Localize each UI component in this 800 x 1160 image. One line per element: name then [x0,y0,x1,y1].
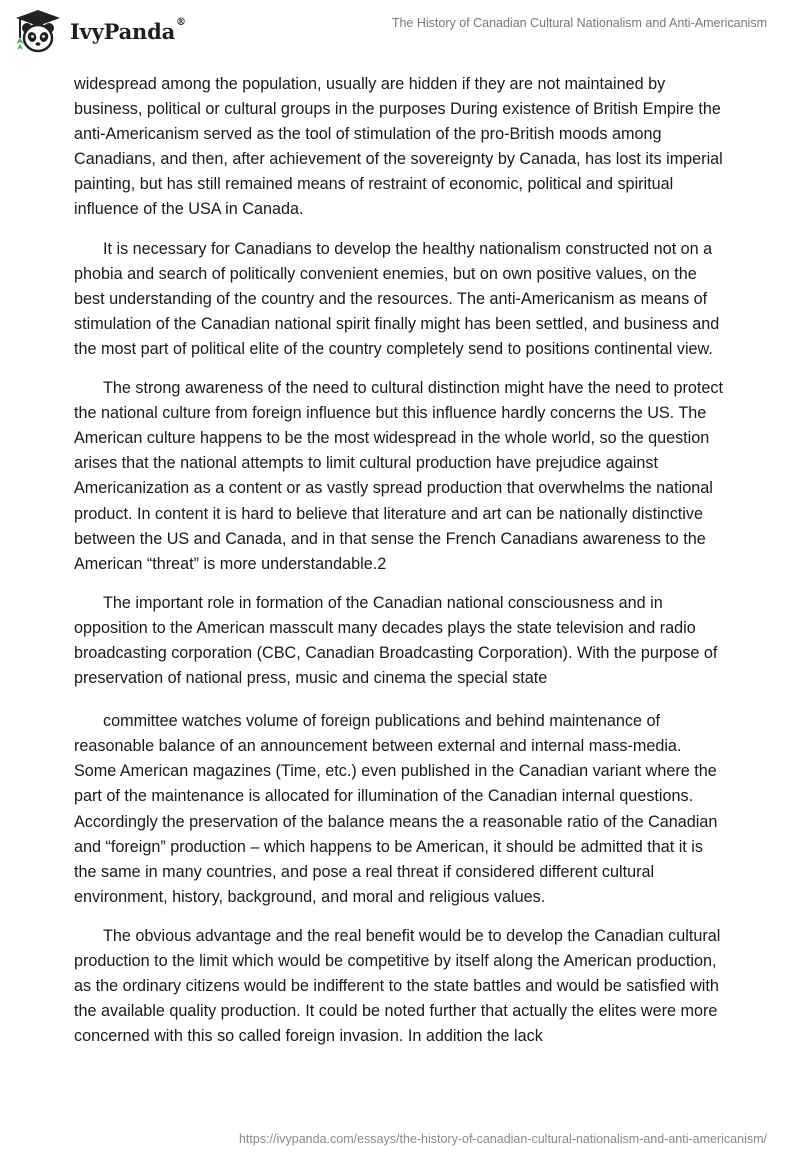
paragraph: The important role in formation of the Canadian national consciousness and in opposition to the American masscult many decades plays the state television and radio broadcasting corporation (CBC, Canadian Broadcasting Corporation). With the purpose of preservation of national press, music and cinema the special state [74,593,718,688]
document-title: The History of Canadian Cultural Nationalism and Anti-Americanism [391,16,767,30]
paragraph: widespread among the population, usually are hidden if they are not maintained by business, political or cultural groups in the purposes During existence of British Empire the anti-Americanism served as the tool of stimulation of the pro-British moods among Canadians, and then, after achievement of the sovereignty by Canada, has lost its imperial painting, but has still remained means of restraint of economic, political and spiritual influence of the USA in Canada. [74,75,723,219]
brand-name[interactable]: IvyPanda® [70,16,186,44]
paragraph: The strong awareness of the need to cultural distinction might have the need to protect the national culture from foreign influence but this influence hardly concerns the US. The American culture happens to be the most widespread in the whole world, so the question arises that the national attempts to limit cultural production have prejudice against Americanization as a content or as vastly spread production that overwhelms the national product. In content it is hard to believe that literature and art can be nationally distinctive between the US and Canada, and in that sense the French Canadians awareness to the American “threat” is more understandable.2 [74,379,723,573]
source-url[interactable]: https://ivypanda.com/essays/the-history-of-canadian-cultural-nationalism-and-anti-americanism/ [238,1132,767,1146]
ivypanda-logo[interactable] [12,8,186,54]
page-header [0,0,800,64]
paragraph: committee watches volume of foreign publications and behind maintenance of reasonable balance of an announcement between external and internal mass-media. Some American magazines (Time, etc.) even published in the Canadian variant where the part of the maintenance is allocated for illumination of the Canadian internal questions. Accordingly the preservation of the balance means the a reasonable ratio of the Canadian and “foreign” production – which happens to be American, it should be admitted that it is the same in many countries, and pose a real threat if considered different cultural environment, history, background, and moral and religious values. [74,712,718,906]
paragraph: It is necessary for Canadians to develop the healthy nationalism constructed not on a phobia and search of politically convenient enemies, but on own positive values, on the best understanding of the country and the resources. The anti-Americanism as means of stimulation of the Canadian national spirit finally might has been settled, and business and the most part of political elite of the country completely send to positions continental view. [74,239,720,358]
panda-graduate-icon [12,8,64,54]
essay-body [74,72,728,1063]
paragraph: The obvious advantage and the real benefit would be to develop the Canadian cultural production to the limit which would be competitive by itself along the American production, as the ordinary citizens would be indifferent to the state battles and would be satisfied with the available quality production. It could be noted further that actually the elites were more concerned with this so called foreign invasion. In addition the lack [74,926,721,1046]
